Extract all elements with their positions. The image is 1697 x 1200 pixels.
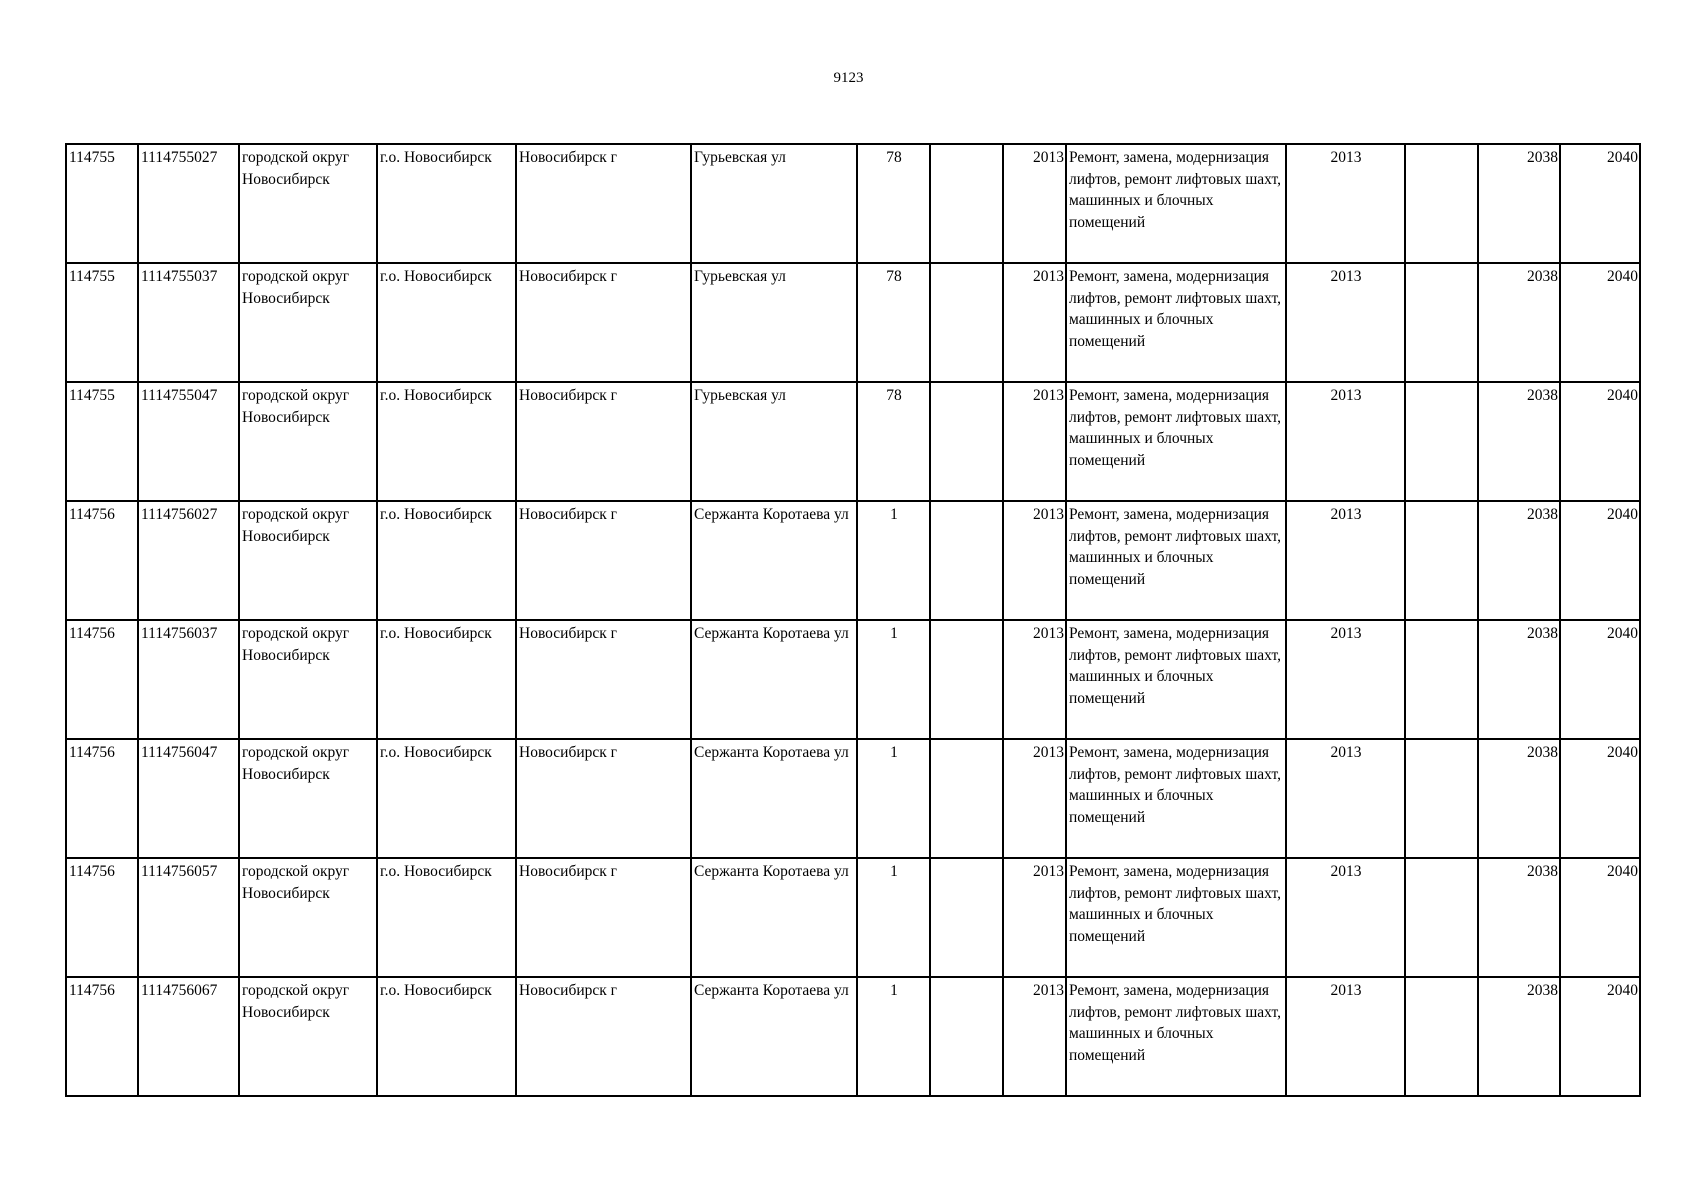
cell-city: Новосибирск г <box>516 620 691 739</box>
cell-year-repair: 2013 <box>1286 501 1405 620</box>
cell-city: Новосибирск г <box>516 501 691 620</box>
cell-year-plan-from: 2038 <box>1478 858 1560 977</box>
cell-year-built: 2013 <box>1003 620 1066 739</box>
cell-building <box>930 858 1003 977</box>
cell-house: 1 <box>857 620 930 739</box>
cell-year-plan-from: 2038 <box>1478 382 1560 501</box>
cell-year-plan-from: 2038 <box>1478 144 1560 263</box>
cell-id: 114756 <box>66 977 138 1096</box>
cell-id: 114756 <box>66 739 138 858</box>
cell-street: Гурьевская ул <box>691 382 857 501</box>
table-row <box>66 977 1640 1096</box>
cell-year-plan-to: 2040 <box>1560 263 1640 382</box>
cell-extra <box>1405 144 1478 263</box>
cell-year-plan-from: 2038 <box>1478 977 1560 1096</box>
cell-building <box>930 739 1003 858</box>
cell-building <box>930 501 1003 620</box>
cell-work-type: Ремонт, замена, модернизация лифтов, ремонт лифтовых шахт, машинных и блочных помещений <box>1066 263 1286 382</box>
cell-municipality: г.о. Новосибирск <box>377 620 516 739</box>
cell-house: 78 <box>857 382 930 501</box>
cell-year-repair: 2013 <box>1286 739 1405 858</box>
cell-year-built: 2013 <box>1003 977 1066 1096</box>
cell-district: городской округ Новосибирск <box>239 739 377 858</box>
cell-extra <box>1405 858 1478 977</box>
cell-building <box>930 144 1003 263</box>
cell-year-repair: 2013 <box>1286 977 1405 1096</box>
cell-district: городской округ Новосибирск <box>239 977 377 1096</box>
cell-municipality: г.о. Новосибирск <box>377 144 516 263</box>
cell-street: Сержанта Коротаева ул <box>691 501 857 620</box>
cell-extra <box>1405 977 1478 1096</box>
table-row <box>66 382 1640 501</box>
cell-code: 1114756067 <box>138 977 239 1096</box>
cell-city: Новосибирск г <box>516 144 691 263</box>
cell-year-repair: 2013 <box>1286 144 1405 263</box>
table-row <box>66 263 1640 382</box>
table-row <box>66 739 1640 858</box>
cell-year-plan-from: 2038 <box>1478 620 1560 739</box>
cell-building <box>930 263 1003 382</box>
cell-city: Новосибирск г <box>516 739 691 858</box>
cell-year-plan-to: 2040 <box>1560 620 1640 739</box>
cell-year-plan-to: 2040 <box>1560 501 1640 620</box>
cell-house: 1 <box>857 858 930 977</box>
cell-year-built: 2013 <box>1003 739 1066 858</box>
cell-municipality: г.о. Новосибирск <box>377 858 516 977</box>
cell-work-type: Ремонт, замена, модернизация лифтов, ремонт лифтовых шахт, машинных и блочных помещений <box>1066 501 1286 620</box>
cell-code: 1114755037 <box>138 263 239 382</box>
cell-municipality: г.о. Новосибирск <box>377 263 516 382</box>
cell-district: городской округ Новосибирск <box>239 858 377 977</box>
cell-year-plan-to: 2040 <box>1560 858 1640 977</box>
cell-street: Сержанта Коротаева ул <box>691 739 857 858</box>
cell-district: городской округ Новосибирск <box>239 620 377 739</box>
cell-building <box>930 382 1003 501</box>
cell-year-plan-to: 2040 <box>1560 382 1640 501</box>
cell-work-type: Ремонт, замена, модернизация лифтов, ремонт лифтовых шахт, машинных и блочных помещений <box>1066 382 1286 501</box>
cell-municipality: г.о. Новосибирск <box>377 739 516 858</box>
cell-code: 1114756057 <box>138 858 239 977</box>
cell-municipality: г.о. Новосибирск <box>377 501 516 620</box>
cell-work-type: Ремонт, замена, модернизация лифтов, ремонт лифтовых шахт, машинных и блочных помещений <box>1066 144 1286 263</box>
cell-district: городской округ Новосибирск <box>239 501 377 620</box>
cell-street: Сержанта Коротаева ул <box>691 977 857 1096</box>
cell-district: городской округ Новосибирск <box>239 382 377 501</box>
table-row <box>66 501 1640 620</box>
cell-id: 114756 <box>66 620 138 739</box>
cell-extra <box>1405 382 1478 501</box>
cell-building <box>930 977 1003 1096</box>
cell-code: 1114755027 <box>138 144 239 263</box>
cell-code: 1114755047 <box>138 382 239 501</box>
table-row <box>66 620 1640 739</box>
table-row <box>66 858 1640 977</box>
cell-year-repair: 2013 <box>1286 263 1405 382</box>
cell-house: 1 <box>857 977 930 1096</box>
cell-street: Сержанта Коротаева ул <box>691 620 857 739</box>
cell-house: 78 <box>857 144 930 263</box>
cell-city: Новосибирск г <box>516 858 691 977</box>
cell-year-built: 2013 <box>1003 144 1066 263</box>
cell-year-plan-from: 2038 <box>1478 739 1560 858</box>
cell-year-built: 2013 <box>1003 382 1066 501</box>
cell-year-built: 2013 <box>1003 858 1066 977</box>
cell-street: Гурьевская ул <box>691 263 857 382</box>
cell-extra <box>1405 739 1478 858</box>
cell-code: 1114756047 <box>138 739 239 858</box>
cell-municipality: г.о. Новосибирск <box>377 382 516 501</box>
cell-extra <box>1405 620 1478 739</box>
cell-code: 1114756027 <box>138 501 239 620</box>
cell-year-built: 2013 <box>1003 263 1066 382</box>
cell-district: городской округ Новосибирск <box>239 263 377 382</box>
cell-work-type: Ремонт, замена, модернизация лифтов, ремонт лифтовых шахт, машинных и блочных помещений <box>1066 977 1286 1096</box>
cell-work-type: Ремонт, замена, модернизация лифтов, ремонт лифтовых шахт, машинных и блочных помещений <box>1066 739 1286 858</box>
cell-year-built: 2013 <box>1003 501 1066 620</box>
cell-id: 114755 <box>66 144 138 263</box>
cell-work-type: Ремонт, замена, модернизация лифтов, ремонт лифтовых шахт, машинных и блочных помещений <box>1066 620 1286 739</box>
cell-id: 114755 <box>66 382 138 501</box>
cell-city: Новосибирск г <box>516 263 691 382</box>
registry-table <box>65 143 1641 1097</box>
cell-id: 114755 <box>66 263 138 382</box>
cell-extra <box>1405 501 1478 620</box>
cell-extra <box>1405 263 1478 382</box>
cell-year-repair: 2013 <box>1286 382 1405 501</box>
cell-year-plan-from: 2038 <box>1478 501 1560 620</box>
cell-id: 114756 <box>66 858 138 977</box>
cell-house: 78 <box>857 263 930 382</box>
cell-district: городской округ Новосибирск <box>239 144 377 263</box>
cell-year-plan-to: 2040 <box>1560 144 1640 263</box>
cell-year-plan-to: 2040 <box>1560 977 1640 1096</box>
cell-year-repair: 2013 <box>1286 620 1405 739</box>
table-row <box>66 144 1640 263</box>
cell-work-type: Ремонт, замена, модернизация лифтов, ремонт лифтовых шахт, машинных и блочных помещений <box>1066 858 1286 977</box>
cell-id: 114756 <box>66 501 138 620</box>
cell-house: 1 <box>857 739 930 858</box>
page-number: 9123 <box>833 70 864 86</box>
cell-building <box>930 620 1003 739</box>
cell-street: Гурьевская ул <box>691 144 857 263</box>
cell-year-repair: 2013 <box>1286 858 1405 977</box>
cell-year-plan-from: 2038 <box>1478 263 1560 382</box>
registry-table-body <box>66 144 1640 1096</box>
cell-house: 1 <box>857 501 930 620</box>
cell-city: Новосибирск г <box>516 382 691 501</box>
cell-year-plan-to: 2040 <box>1560 739 1640 858</box>
cell-city: Новосибирск г <box>516 977 691 1096</box>
cell-street: Сержанта Коротаева ул <box>691 858 857 977</box>
cell-municipality: г.о. Новосибирск <box>377 977 516 1096</box>
cell-code: 1114756037 <box>138 620 239 739</box>
